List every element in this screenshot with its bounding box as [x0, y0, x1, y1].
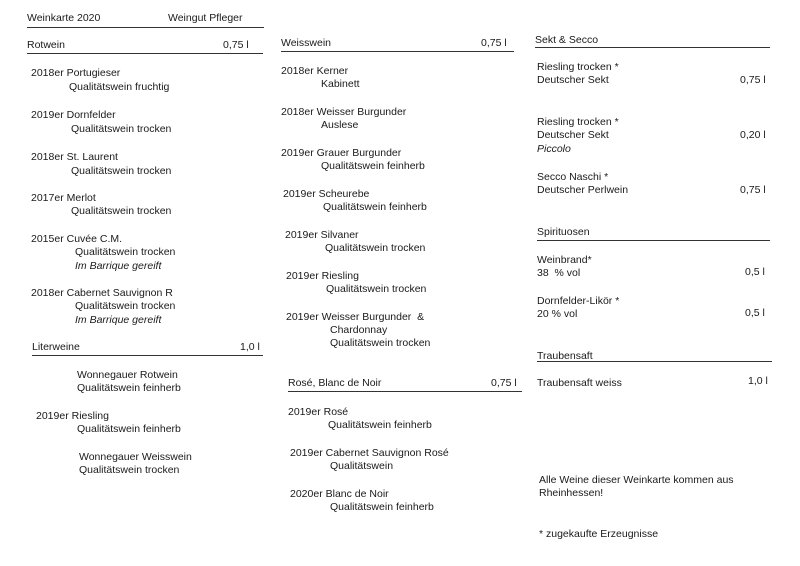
wine-name: 2019er Riesling	[286, 270, 359, 282]
wine-desc: Qualitätswein feinherb	[321, 160, 425, 172]
section-rule	[281, 51, 514, 52]
juice-name: Traubensaft weiss	[537, 377, 622, 389]
spirit-desc: 20 % vol	[537, 308, 578, 320]
wine-name: 2019er Riesling	[36, 410, 109, 422]
wine-desc: Qualitätswein trocken	[75, 246, 176, 258]
wine-desc: Auslese	[321, 119, 359, 131]
origin-note-line1: Alle Weine dieser Weinkarte kommen aus	[539, 474, 734, 486]
spirit-name: Weinbrand*	[537, 254, 592, 266]
section-size-weisswein: 0,75 l	[481, 37, 507, 49]
section-heading-literweine: Literweine	[32, 341, 80, 353]
wine-desc: Qualitätswein trocken	[71, 123, 172, 135]
wine-desc: Qualitätswein fruchtig	[69, 81, 170, 93]
wine-desc: Qualitätswein feinherb	[77, 423, 181, 435]
wine-name: Wonnegauer Rotwein	[77, 369, 178, 381]
section-heading-sekt: Sekt & Secco	[535, 34, 599, 46]
wine-name: 2018er Kerner	[281, 65, 349, 77]
section-rule	[535, 47, 770, 48]
wine-name: 2019er Weisser Burgunder &	[286, 311, 425, 323]
wine-name: Secco Naschi *	[537, 171, 609, 183]
wine-note: Piccolo	[537, 143, 571, 155]
wine-size: 0,75 l	[740, 184, 766, 196]
spirit-name: Dornfelder-Likör *	[537, 295, 620, 307]
wine-desc: Qualitätswein trocken	[330, 337, 431, 349]
wine-size: 0,20 l	[740, 129, 766, 141]
section-size-rose: 0,75 l	[491, 377, 517, 389]
juice-size: 1,0 l	[748, 375, 768, 387]
wine-name: Wonnegauer Weisswein	[79, 451, 192, 463]
section-heading-rotwein: Rotwein	[27, 39, 65, 51]
wine-name: 2020er Blanc de Noir	[290, 488, 389, 500]
wine-name: 2019er Silvaner	[285, 229, 359, 241]
section-heading-rose: Rosé, Blanc de Noir	[288, 377, 382, 389]
wine-desc: Deutscher Sekt	[537, 74, 609, 86]
wine-desc: Deutscher Perlwein	[537, 184, 629, 196]
wine-desc: Qualitätswein trocken	[325, 242, 426, 254]
wine-desc: Qualitätswein feinherb	[330, 501, 434, 513]
header-rule	[27, 27, 264, 28]
section-heading-weisswein: Weisswein	[281, 37, 331, 49]
winery-name: Weingut Pfleger	[168, 12, 243, 24]
wine-desc: Qualitätswein feinherb	[77, 382, 181, 394]
spirit-desc: 38 % vol	[537, 267, 581, 279]
section-rule	[32, 355, 263, 356]
section-heading-spirituosen: Spirituosen	[537, 226, 590, 238]
wine-desc: Deutscher Sekt	[537, 129, 609, 141]
section-rule	[27, 53, 263, 54]
wine-desc: Qualitätswein	[330, 460, 394, 472]
section-rule	[537, 361, 772, 362]
spirit-size: 0,5 l	[745, 266, 765, 278]
wine-name: 2019er Grauer Burgunder	[281, 147, 402, 159]
wine-desc: Qualitätswein trocken	[75, 300, 176, 312]
wine-name: 2019er Cabernet Sauvignon Rosé	[290, 447, 449, 459]
menu-title: Weinkarte 2020	[27, 12, 101, 24]
wine-name: Riesling trocken *	[537, 116, 619, 128]
wine-name: 2018er Portugieser	[31, 67, 121, 79]
wine-note: Im Barrique gereift	[75, 314, 162, 326]
section-rule	[288, 391, 522, 392]
section-rule	[537, 240, 770, 241]
wine-desc: Qualitätswein feinherb	[328, 419, 432, 431]
wine-desc: Kabinett	[321, 78, 360, 90]
wine-name: 2018er Cabernet Sauvignon R	[31, 287, 173, 299]
wine-name: 2018er Weisser Burgunder	[281, 106, 407, 118]
wine-desc: Qualitätswein trocken	[71, 165, 172, 177]
wine-name: 2018er St. Laurent	[31, 151, 118, 163]
section-heading-traubensaft: Traubensaft	[537, 350, 593, 362]
wine-desc: Qualitätswein trocken	[71, 205, 172, 217]
wine-name: 2015er Cuvée C.M.	[31, 233, 123, 245]
wine-name: Riesling trocken *	[537, 61, 619, 73]
wine-name-continued: Chardonnay	[330, 324, 388, 336]
origin-note-line2: Rheinhessen!	[539, 487, 604, 499]
wine-name: 2019er Scheurebe	[283, 188, 370, 200]
wine-size: 0,75 l	[740, 74, 766, 86]
section-size-rotwein: 0,75 l	[223, 39, 249, 51]
wine-name: 2019er Dornfelder	[31, 109, 116, 121]
section-size-literweine: 1,0 l	[240, 341, 260, 353]
wine-desc: Qualitätswein trocken	[326, 283, 427, 295]
wine-name: 2019er Rosé	[288, 406, 349, 418]
wine-note: Im Barrique gereift	[75, 260, 162, 272]
wine-desc: Qualitätswein trocken	[79, 464, 180, 476]
footnote: * zugekaufte Erzeugnisse	[539, 528, 659, 540]
spirit-size: 0,5 l	[745, 307, 765, 319]
wine-name: 2017er Merlot	[31, 192, 96, 204]
wine-desc: Qualitätswein feinherb	[323, 201, 427, 213]
